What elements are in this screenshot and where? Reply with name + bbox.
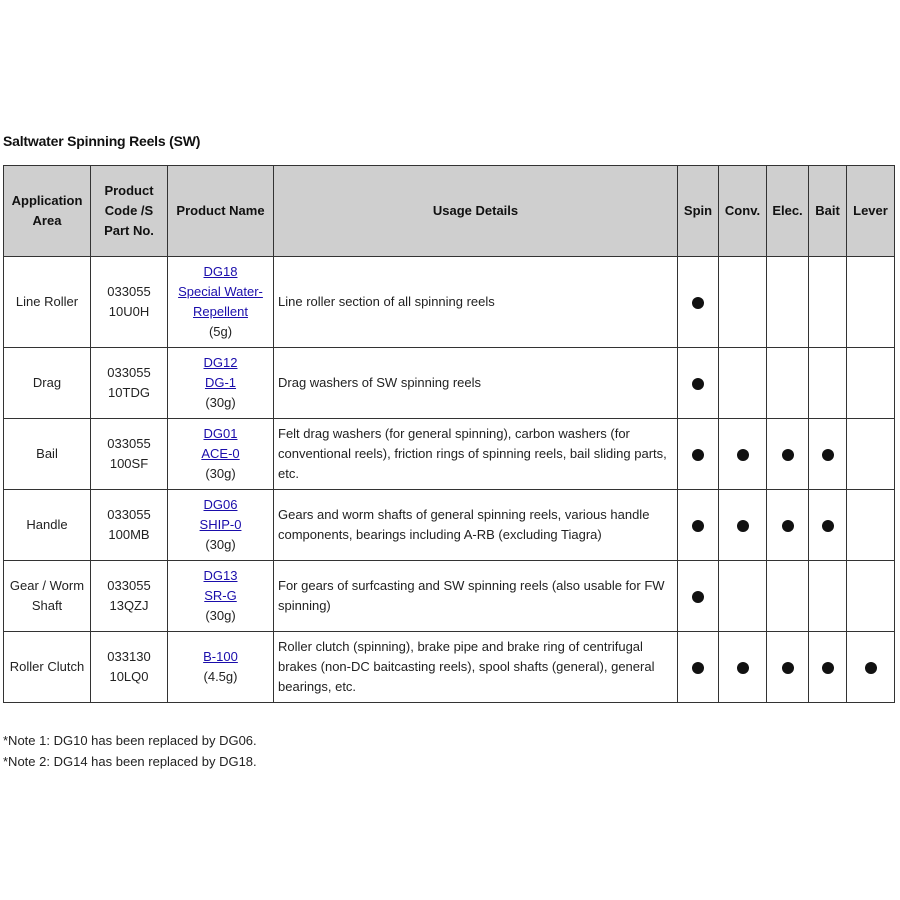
filled-circle-icon [782, 449, 794, 461]
product-name-cell [168, 561, 274, 632]
product-name-link[interactable]: SR-G [204, 588, 237, 603]
product-weight: (5g) [208, 324, 233, 339]
header-row [4, 166, 895, 257]
note-2: *Note 2: DG14 has been replaced by DG18. [3, 754, 257, 769]
elec-mark-cell [767, 348, 809, 419]
header-usage-details: Usage Details [274, 166, 678, 257]
usage-details-cell: Roller clutch (spinning), brake pipe and brake ring of centrifugal brakes (non-DC baitcasting reels), spool shafts (general), general bearings, etc. [274, 632, 678, 703]
bait-mark-cell [809, 561, 847, 632]
product-weight: (4.5g) [203, 669, 238, 684]
filled-circle-icon [737, 662, 749, 674]
product-name-link[interactable]: DG18 [203, 264, 238, 279]
filled-circle-icon [692, 520, 704, 532]
application-area-cell: Handle [4, 490, 91, 561]
product-name-link[interactable]: DG06 [203, 497, 238, 512]
filled-circle-icon [692, 591, 704, 603]
product-name-link[interactable]: B-100 [203, 649, 238, 664]
header-product-name: Product Name [168, 166, 274, 257]
filled-circle-icon [692, 449, 704, 461]
spin-mark-cell [678, 348, 719, 419]
elec-mark-cell [767, 419, 809, 490]
application-area-cell: Roller Clutch [4, 632, 91, 703]
part-number: 13QZJ [109, 598, 149, 613]
conv-mark-cell [719, 632, 767, 703]
conv-mark-cell [719, 490, 767, 561]
table-row [4, 419, 895, 490]
lever-mark-cell [847, 490, 895, 561]
product-name-link[interactable]: Special Water- [178, 284, 263, 299]
table-row [4, 257, 895, 348]
usage-details-cell: Drag washers of SW spinning reels [274, 348, 678, 419]
spin-mark-cell [678, 561, 719, 632]
filled-circle-icon [692, 662, 704, 674]
bait-mark-cell [809, 632, 847, 703]
product-name-link[interactable]: DG-1 [204, 375, 237, 390]
filled-circle-icon [737, 520, 749, 532]
product-name-link[interactable]: DG12 [203, 355, 238, 370]
header-application-area: Application Area [4, 166, 91, 257]
product-name-cell [168, 490, 274, 561]
usage-details-cell: Line roller section of all spinning reels [274, 257, 678, 348]
conv-mark-cell [719, 257, 767, 348]
usage-details-cell: Felt drag washers (for general spinning), carbon washers (for conventional reels), friction rings of spinning reels, bail sliding parts, etc. [274, 419, 678, 490]
product-code: 033055 [107, 578, 151, 593]
part-number: 100MB [108, 527, 150, 542]
application-area-cell: Line Roller [4, 257, 91, 348]
part-number: 10TDG [108, 385, 150, 400]
usage-details-cell: Gears and worm shafts of general spinning reels, various handle components, bearings including A-RB (excluding Tiagra) [274, 490, 678, 561]
product-code: 033055 [107, 284, 151, 299]
lever-mark-cell [847, 632, 895, 703]
application-area-cell: Bail [4, 419, 91, 490]
lever-mark-cell [847, 419, 895, 490]
product-code-cell [91, 348, 168, 419]
filled-circle-icon [822, 662, 834, 674]
header-lever: Lever [847, 166, 895, 257]
product-name-link[interactable]: DG13 [203, 568, 238, 583]
product-weight: (30g) [205, 537, 236, 552]
bait-mark-cell [809, 348, 847, 419]
bait-mark-cell [809, 490, 847, 561]
product-weight: (30g) [205, 395, 236, 410]
filled-circle-icon [822, 520, 834, 532]
note-1: *Note 1: DG10 has been replaced by DG06. [3, 733, 257, 748]
lever-mark-cell [847, 257, 895, 348]
bait-mark-cell [809, 257, 847, 348]
filled-circle-icon [822, 449, 834, 461]
product-name-cell [168, 632, 274, 703]
conv-mark-cell [719, 419, 767, 490]
table-row [4, 348, 895, 419]
product-code-cell [91, 257, 168, 348]
part-number: 10U0H [108, 304, 150, 319]
product-code: 033130 [107, 649, 151, 664]
product-name-link[interactable]: Repellent [193, 304, 248, 319]
product-code-cell [91, 561, 168, 632]
product-code: 033055 [107, 365, 151, 380]
table-row [4, 561, 895, 632]
filled-circle-icon [692, 297, 704, 309]
product-weight: (30g) [205, 466, 236, 481]
part-number: 100SF [109, 456, 149, 471]
table-row [4, 632, 895, 703]
filled-circle-icon [692, 378, 704, 390]
product-code: 033055 [107, 507, 151, 522]
conv-mark-cell [719, 561, 767, 632]
product-name-cell [168, 257, 274, 348]
filled-circle-icon [865, 662, 877, 674]
lever-mark-cell [847, 561, 895, 632]
elec-mark-cell [767, 257, 809, 348]
part-number: 10LQ0 [109, 669, 149, 684]
product-name-cell [168, 348, 274, 419]
header-spin: Spin [678, 166, 719, 257]
spin-mark-cell [678, 632, 719, 703]
product-name-link[interactable]: ACE-0 [201, 446, 240, 461]
header-product-code: Product Code /S Part No. [91, 166, 168, 257]
conv-mark-cell [719, 348, 767, 419]
elec-mark-cell [767, 490, 809, 561]
filled-circle-icon [737, 449, 749, 461]
product-name-link[interactable]: SHIP-0 [199, 517, 242, 532]
spin-mark-cell [678, 490, 719, 561]
usage-details-cell: For gears of surfcasting and SW spinning reels (also usable for FW spinning) [274, 561, 678, 632]
application-area-cell: Gear / Worm Shaft [4, 561, 91, 632]
lever-mark-cell [847, 348, 895, 419]
notes [3, 730, 257, 772]
product-code: 033055 [107, 436, 151, 451]
spin-mark-cell [678, 419, 719, 490]
grease-table [3, 165, 895, 703]
elec-mark-cell [767, 632, 809, 703]
table-row [4, 490, 895, 561]
product-code-cell [91, 490, 168, 561]
spin-mark-cell [678, 257, 719, 348]
product-code-cell [91, 419, 168, 490]
product-name-link[interactable]: DG01 [203, 426, 238, 441]
filled-circle-icon [782, 662, 794, 674]
header-bait: Bait [809, 166, 847, 257]
product-code-cell [91, 632, 168, 703]
header-elec: Elec. [767, 166, 809, 257]
product-name-cell [168, 419, 274, 490]
filled-circle-icon [782, 520, 794, 532]
bait-mark-cell [809, 419, 847, 490]
page-title: Saltwater Spinning Reels (SW) [3, 133, 201, 149]
header-conv: Conv. [719, 166, 767, 257]
product-weight: (30g) [205, 608, 236, 623]
application-area-cell: Drag [4, 348, 91, 419]
elec-mark-cell [767, 561, 809, 632]
